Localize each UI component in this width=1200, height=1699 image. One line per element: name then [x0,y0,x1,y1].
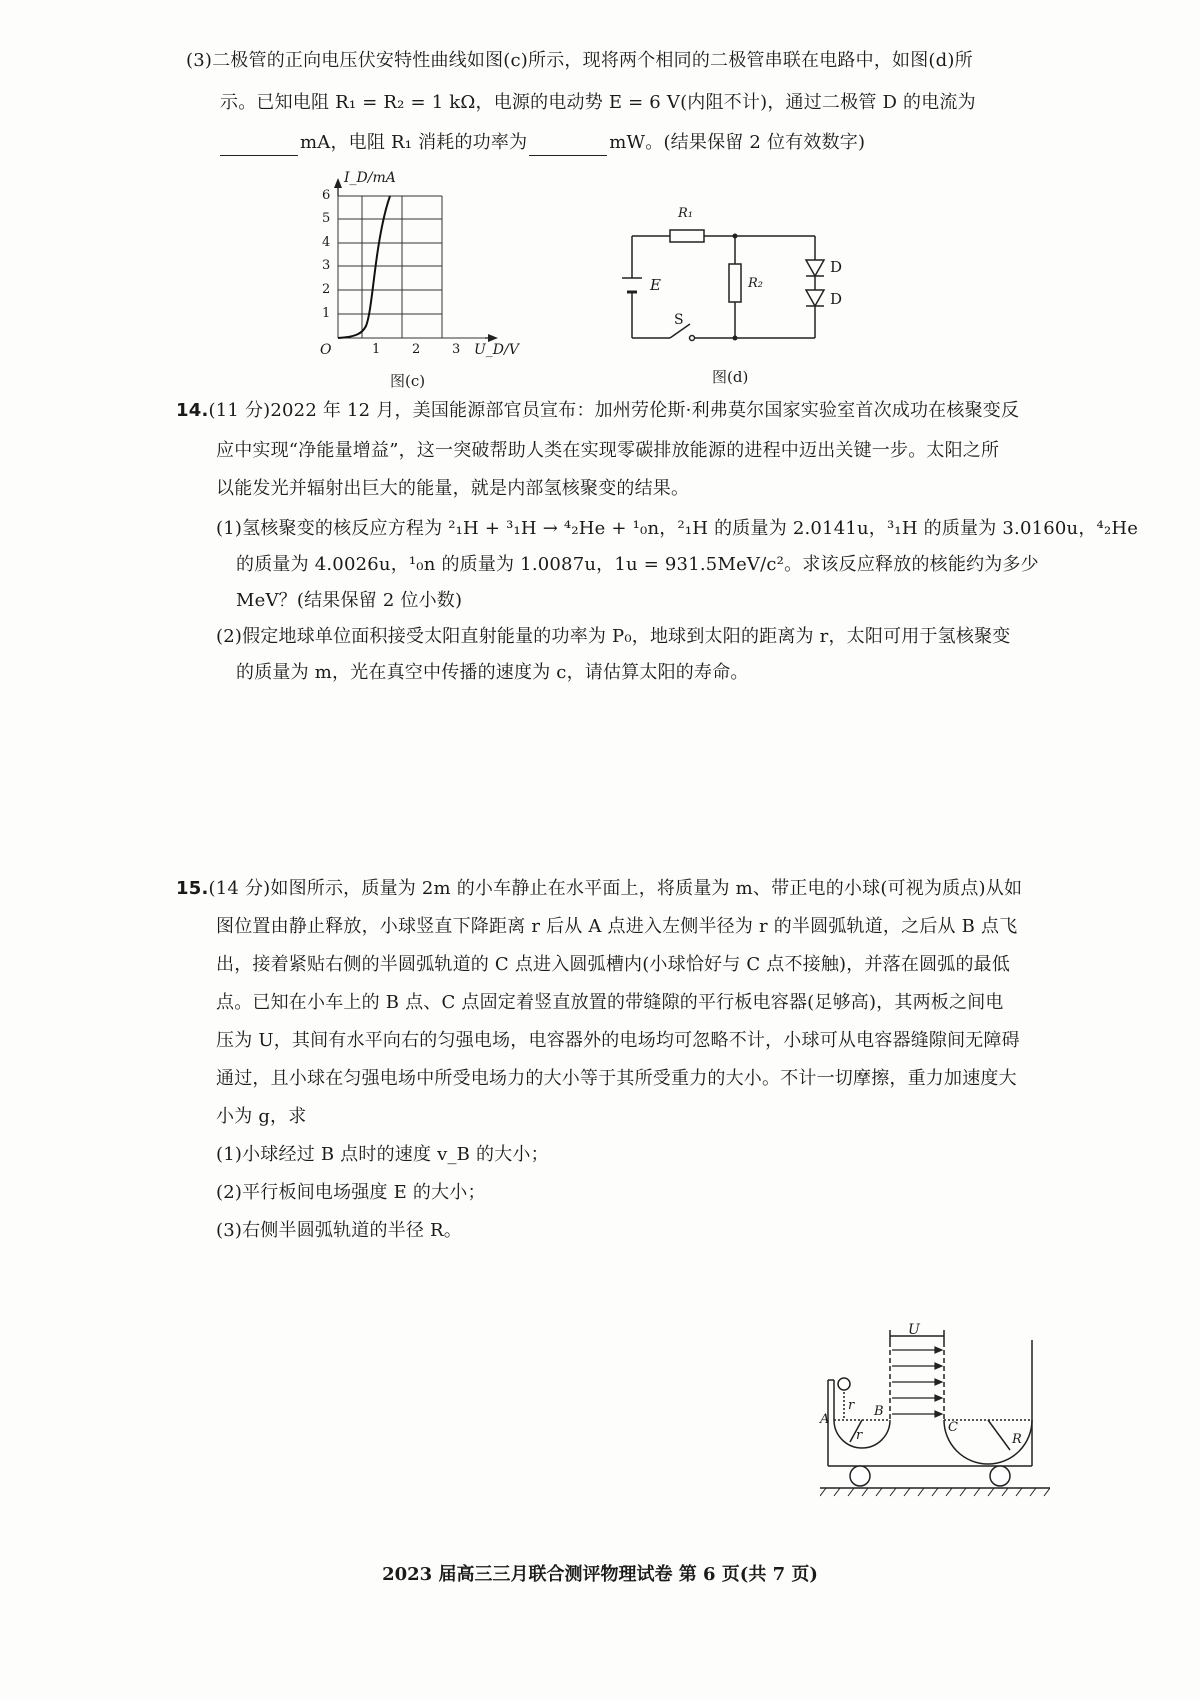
q14-number: 14. [176,400,209,421]
fig-c-y-tick: 2 [322,282,331,297]
answer-blank-power[interactable] [529,137,607,156]
fig-d-r2-label: R₂ [748,276,763,291]
figure-d-circuit [620,200,860,360]
fig-c-y-tick: 5 [322,211,331,226]
q14-p2-line1: (2)假定地球单位面积接受太阳直射能量的功率为 P₀，地球到太阳的距离为 r，太阳可用于氢核聚变 [216,626,1011,647]
fig-q15-u-label: U [908,1322,920,1338]
q14-text-line1: (11 分)2022 年 12 月，美国能源部官员宣布：加州劳伦斯·利弗莫尔国家实验室首次成功在核聚变反 [208,400,1020,421]
fig-q15-b-label: B [874,1404,884,1419]
fig-c-x-tick: 3 [452,342,461,357]
q14-line3: 以能发光并辐射出巨大的能量，就是内部氢核聚变的结果。 [216,478,690,499]
q13-part3-line3-a: mA，电阻 R₁ 消耗的功率为 [300,132,528,153]
fig-d-d1-label: D [830,258,843,276]
q15-line4: 点。已知在小车上的 B 点、C 点固定着竖直放置的带缝隙的平行板电容器(足够高)，其两板之间电 [216,992,1004,1013]
fig-d-r1-label: R₁ [678,206,693,221]
q15-line6: 通过，且小球在匀强电场中所受电场力的大小等于其所受重力的大小。不计一切摩擦，重力加速度大 [216,1068,1017,1089]
q14-p1-line2: 的质量为 4.0026u，¹₀n 的质量为 1.0087u，1u = 931.5MeV/c²。求该反应释放的核能约为多少 [236,554,1039,575]
fig-c-y-axis-label: I_D/mA [344,170,396,186]
fig-d-caption: 图(d) [712,368,749,386]
answer-blank-current[interactable] [220,137,298,156]
fig-c-y-tick: 3 [322,258,331,273]
q15-line1 [176,876,1022,902]
q15-line3: 出，接着紧贴右侧的半圆弧轨道的 C 点进入圆弧槽内(小球恰好与 C 点不接触)，并落在圆弧的最低 [216,954,1011,975]
fig-c-y-tick: 4 [322,235,331,250]
fig-c-x-tick: 1 [372,342,381,357]
q15-number: 15. [176,878,209,899]
fig-c-x-axis-label: U_D/V [474,342,519,358]
q14-p2-line2: 的质量为 m，光在真空中传播的速度为 c，请估算太阳的寿命。 [236,662,749,683]
q13-part3-line3-b: mW。(结果保留 2 位有效数字) [609,132,866,153]
fig-d-e-label: E [650,276,661,294]
q15-p1: (1)小球经过 B 点时的速度 v_B 的大小； [216,1144,549,1165]
q14-line2: 应中实现“净能量增益”，这一突破帮助人类在实现零碳排放能源的进程中迈出关键一步。太阳之所 [216,440,1000,461]
fig-q15-r-vertical-label: r [848,1398,855,1413]
q15-p3: (3)右侧半圆弧轨道的半径 R。 [216,1220,462,1241]
q15-p2: (2)平行板间电场强度 E 的大小； [216,1182,486,1203]
fig-c-y-tick: 1 [322,306,331,321]
q14-p1-line3: MeV？(结果保留 2 位小数) [236,590,463,611]
fig-q15-c-label: C [948,1420,958,1435]
q14-p1-line1: (1)氢核聚变的核反应方程为 ²₁H + ³₁H → ⁴₂He + ¹₀n，²₁H 的质量为 2.0141u，³₁H 的质量为 3.0160u，⁴₂He [216,518,1139,539]
figure-c-iv-curve [300,168,520,368]
fig-q15-r-arc-label: r [856,1428,863,1443]
q13-part3-line3 [218,130,865,156]
fig-d-s-label: S [674,312,684,328]
fig-c-origin-label: O [320,342,332,358]
fig-q15-a-label: A [820,1412,830,1427]
fig-d-d2-label: D [830,290,843,308]
q15-line2: 图位置由静止释放，小球竖直下降距离 r 后从 A 点进入左侧半径为 r 的半圆弧轨道，之后从 B 点飞 [216,916,1018,937]
fig-c-caption: 图(c) [390,372,426,390]
figure-q15-cart [820,1320,1050,1500]
q14-line1 [176,398,1019,424]
q15-text-line1: (14 分)如图所示，质量为 2m 的小车静止在水平面上，将质量为 m、带正电的小球(可视为质点)从如 [208,878,1023,899]
q15-line5: 压为 U，其间有水平向右的匀强电场，电容器外的电场均可忽略不计，小球可从电容器缝隙间无障碍 [216,1030,1020,1051]
q13-part3-line2: 示。已知电阻 R₁ = R₂ = 1 kΩ，电源的电动势 E = 6 V(内阻不计)，通过二极管 D 的电流为 [220,92,976,113]
fig-c-y-tick: 6 [322,188,331,203]
fig-c-x-tick: 2 [412,342,421,357]
q15-line7: 小为 g，求 [216,1106,307,1127]
fig-q15-big-r-label: R [1012,1432,1022,1447]
page-footer: 2023 届高三三月联合测评物理试卷 第 6 页(共 7 页) [382,1564,818,1585]
q13-part3-line1: (3)二极管的正向电压伏安特性曲线如图(c)所示，现将两个相同的二极管串联在电路中，如图(d)所 [186,50,973,71]
